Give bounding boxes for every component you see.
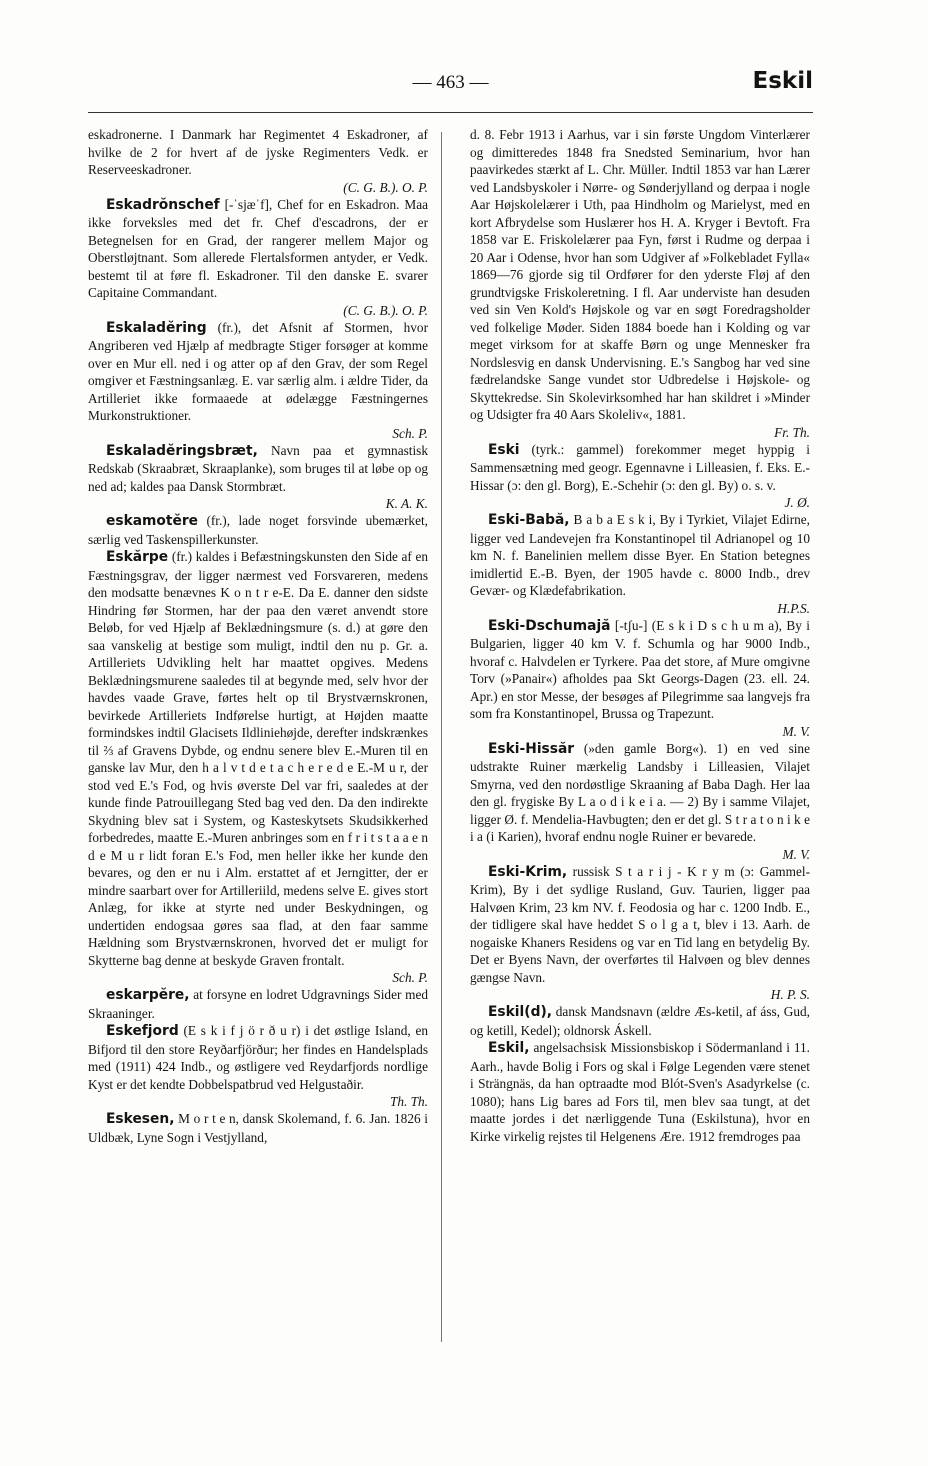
entry-paragraph: [88, 1110, 428, 1146]
dictionary-entry: [88, 196, 428, 319]
entry-headword: Eskefjord: [106, 1023, 179, 1039]
entry-paragraph: [470, 1039, 810, 1145]
entry-paragraph: [470, 617, 810, 723]
dictionary-entry: [88, 319, 428, 442]
entry-text: d. 8. Febr 1913 i Aarhus, var i sin første Ungdom Vinterlærer og dimitteredes 1848 fra Snedsted Seminarium, hvor han paavirkedes stærkt af L. Chr. Müller. Indtil 1853 var han Lærer ved Landsbyskoler i Nørre- og Sønderjylland og derpaa i nogle Aar Højskolelærer i Uth, paa Hindholm og Marielyst, med en kort Afbrydelse som Huslærer hos H. A. Kryger i Bevtoft. Fra 1858 var E. Friskolelærer paa Fyn, først i Rudme og derpaa i 20 Aar i Odense, hvor han som Udgiver af »Folkebladet Fylla« 1869—76 gjorde sig til Ordfører for den yderste Fløj af den grundtvigske Friskoleretning. I fl. Aar underviste han desuden ved sin Ven Kold's Højskole og var en søgt Foredragsholder ved folkelige Møder. Siden 1884 boede han i Kolding og var meget virksom for at skaffe Børn og unge Mennesker fra Nordslesvig en dansk Undervisning. E.'s Sangbog har ved sine fædrelandske Sange vundet stor Udbredelse i Højskole- og Skyttekredse. Sin Skolevirksomhed har han skildret i »Minder og Udsigter fra 40 Aars Skoleliv«, 1881.: [470, 127, 810, 422]
entry-paragraph: [88, 512, 428, 548]
entry-paragraph: [88, 442, 428, 496]
entry-headword: Eski-Babă,: [488, 512, 570, 528]
entry-paragraph: [88, 986, 428, 1022]
header-rule: [88, 112, 813, 113]
entry-headword: Eski-Krim,: [488, 863, 568, 880]
dictionary-entry: [470, 740, 810, 863]
entry-text: (tyrk.: gammel) forekommer meget hyppig i Sammensætning med geogr. Egennavne i Lilleasien, f. Eks. E.-Hissar (ɔ: den gl. Borg), E.-Schehir (ɔ: den gl. By) o. s. v.: [470, 441, 810, 493]
dictionary-entry: [88, 986, 428, 1022]
entry-text: Navn paa et gymnastisk Redskab (Skraabræt, Skraaplanke), som bruges til at løbe op og ned ad; kaldes paa Dansk Stormbræt.: [88, 442, 428, 494]
entry-headword: Eski-Dschumajă: [488, 617, 611, 634]
entry-paragraph: [470, 1003, 810, 1039]
entry-text: (fr.) kaldes i Befæstningskunsten den Side af en Fæstningsgrav, der ligger nærmest ved Forsvareren, medens den modsatte benævnes K o n t r e-E. Da E. danner den sidste Hindring før Stormen, har der paa den været anvendt store Beløb, for ved Hjælp af Beklædningsmure (s. d.) at gøre den saa vanskelig at bestige som muligt, indtil den nu p. Gr. a. Artilleriets Udvikling helt har maattet opgives. Medens Beklædningsmurene saaledes til at begynde med, selv hvor der havdes vaade Grave, førtes helt op til Brystværnskronen, bevirkede Artilleriets Indførelse hurtigt, at Højden maatte formindskes indtil Glacisets Ildliniehøjde, derefter indskrænkes til ⅔ af Gravens Dybde, og endnu senere blev E.-Muren til en ganske lav Mur, den h a l v t d e t a c h e r e d e E.-M u r, der stod ved E.'s Fod, og hvis øverste Del var fri, saaledes at der kunde finde Patrouillegang Sted bag ved den. Da den indirekte Skydning blev sat i System, og Kasteskytsets Skudsikkerhed forbedredes, maatte E.-Muren anbringes som en f r i t s t a a e n d e M u r lidt foran E.'s Fod, men heller ikke her kunde den bevares, og den er nu i Alm. erstattet af et Jerngitter, der er mindre saarbart over for Artilleriild, medens selve E. gives stort Anlæg, for ikke at styrte ned under Beskydningen, og undertiden endogsaa gøres saa flad, at den faar samme Hældning som Brystværnskronen, hvorved det er muligt for Skytterne bag denne at beskyde Graven frontalt.: [88, 549, 429, 968]
dictionary-entry: [470, 126, 810, 441]
entry-headword: Eskil(d),: [488, 1004, 552, 1020]
dictionary-entry: [88, 548, 428, 986]
entry-headword: Eskesen,: [106, 1111, 175, 1127]
entry-signature: Sch. P.: [392, 425, 428, 441]
entry-headword: Eskaladĕring: [106, 319, 207, 336]
dictionary-entry: [88, 512, 428, 548]
entry-paragraph: [88, 319, 428, 425]
entry-signature: H. P. S.: [770, 987, 810, 1002]
entry-text: [-ˈsjæˈf], Chef for en Eskadron. Maa ikke forveksles med det fr. Chef d'escadrons, der er Betegnelsen for en Grad, der rangerer mellem Major og Oberstløjtnant. Som allerede Flertalsformen antyder, er Vedk. bestemt til at føre fl. Eskadroner. Til den danske E. svarer Capitaine Commandant.: [88, 196, 428, 300]
entry-text: (E s k i f j ö r ð u r) i det østlige Island, en Bifjord til den store Reyðarfjörður; her findes en Handelsplads med (1911) 424 Indb., og østligere ved Reydarfjords nordlige Kyst er det kendte Dobbelspatbrud ved Helgustaðir.: [88, 1023, 428, 1092]
dictionary-entry: [470, 441, 810, 512]
entry-signature: Sch. P.: [392, 970, 428, 985]
entry-text: eskadronerne. I Danmark har Regimentet 4 Eskadroner, af hvilke de 2 for hvert af de jyske Regimenters Vedk. er Reserveeskadroner.: [88, 127, 428, 177]
entry-text: M o r t e n, dansk Skolemand, f. 6. Jan. 1826 i Uldbæk, Lyne Sogn i Vestjylland,: [88, 1111, 428, 1145]
entry-signature: M. V.: [782, 846, 810, 862]
entry-paragraph: [470, 740, 810, 846]
entry-signature: J. Ø.: [784, 495, 810, 510]
entry-paragraph: [88, 126, 428, 179]
entry-text: russisk S t a r i j - K r y m (ɔ: Gammel-Krim), By i det sydlige Rusland, Guv. Taurien, ligger paa Halvøen Krim, 23 km NV. f. Feodosia og har c. 1200 Indb. E., der tidligere skal have heddet S o l g a t, blev i 13. Aarh. de nogaiske Khaners Residens og var en Tid lang en betydelig By. Det er Byens Navn, der overførtes til Halvøen og blev dennes gængse Navn.: [470, 863, 810, 985]
entry-signature: Fr. Th.: [774, 424, 810, 440]
entry-signature: K. A. K.: [385, 496, 428, 511]
entry-signature: (C. G. B.). O. P.: [343, 302, 428, 318]
entry-signature: M. V.: [782, 723, 810, 739]
entry-paragraph: [88, 1022, 428, 1093]
right-column: [470, 126, 810, 1145]
entry-text: (fr.), lade noget forsvinde ubemærket, særlig ved Taskenspillerkunster.: [88, 513, 428, 547]
dictionary-entry: [470, 863, 810, 1004]
entry-paragraph: [470, 126, 810, 424]
entry-headword: Eskadrŏnschef: [106, 196, 220, 213]
dictionary-entry: [470, 617, 810, 740]
dictionary-entry: [88, 442, 428, 513]
left-column: [88, 126, 428, 1146]
entry-signature: Th. Th.: [389, 1094, 428, 1109]
entry-signature: (C. G. B.). O. P.: [343, 179, 428, 195]
entry-headword: Eskil,: [488, 1040, 530, 1056]
entry-paragraph: [470, 441, 810, 495]
entry-text: angelsachsisk Missionsbiskop i Södermanland i 11. Aarh., havde Bolig i Fors og skal i Følge Legenden være stenet i Strängnäs, da han optraadte mod Blót-Sven's Asadyrkelse (c. 1080); hans Lig bares ad Fors til, men blev saa tungt, at det maatte jordes i det nærliggende Tuna (Eskilstuna), hvor en Kirke virkelig rejstes til Helgenens Ære. 1912 fremdroges paa: [470, 1040, 811, 1144]
entry-headword: Eski: [488, 441, 520, 458]
dictionary-entry: [88, 126, 428, 196]
entry-headword: Eskărpe: [106, 549, 169, 565]
entry-headword: eskarpĕre,: [106, 987, 190, 1003]
entry-text: [-tʃu-] (E s k i D s c h u m a), By i Bulgarien, ligger 40 km V. f. Schumla og har 9000 Indb., hvoraf c. Halvdelen er Tyrkere. Paa det store, af Mure omgivne Torv (»Panair«) afholdes paa Skt Georgs-Dagen (23. ell. 24. Apr.) en stor Messe, der besøges af Pilegrimme saa langvejs fra som fra Konstantinopel, Brussa og Trapezunt.: [470, 617, 811, 721]
entry-headword: Eski-Hissăr: [488, 740, 575, 757]
entry-headword: Eskaladĕringsbræt,: [106, 442, 258, 459]
entry-text: dansk Mandsnavn (ældre Æs-ketil, af áss, Gud, og ketill, Kedel); oldnorsk Áskell.: [470, 1004, 810, 1038]
dictionary-entry: [88, 1110, 428, 1146]
entry-headword: eskamotĕre: [106, 513, 199, 529]
entry-text: B a b a E s k i, By i Tyrkiet, Vilajet Edirne, ligger ved Landevejen fra Konstantinopel til Adrianopel og 10 km N. f. Banelinien mellem disse Byer. En Station betegnes imidlertid E.-B. Byen, der 1905 havde c. 8000 Indb., drev Gevær- og Klædefabrikation.: [470, 512, 810, 598]
entry-text: at forsyne en lodret Udgravnings Sider med Skraaninger.: [88, 987, 428, 1021]
entry-paragraph: [470, 863, 810, 987]
entry-paragraph: [470, 511, 810, 600]
entry-paragraph: [88, 548, 428, 969]
dictionary-entry: [88, 1022, 428, 1110]
page-number: — 463 —: [412, 72, 489, 93]
dictionary-entry: [470, 1039, 810, 1145]
dictionary-entry: [470, 1003, 810, 1039]
running-head: Eskil: [752, 68, 813, 94]
entry-paragraph: [88, 196, 428, 302]
entry-text: (fr.), det Afsnit af Stormen, hvor Angriberen ved Hjælp af medbragte Stiger forsøger at komme over en Mur ell. ned i og atter op af den Grav, der som Regel omgiver et Fæstningsanlæg. E. var særlig alm. i ældre Tider, da Artilleriet ikke formaaede at ødelægge Fæstningernes Murkonstruktioner.: [88, 319, 428, 423]
entry-signature: H.P.S.: [777, 600, 810, 616]
column-divider: [441, 132, 442, 1342]
dictionary-entry: [470, 511, 810, 617]
page-header: [88, 66, 813, 100]
entry-text: (»den gamle Borg«). 1) en ved sine udstrakte Ruiner mærkelig Landsby i Lilleasien, Vilajet Smyrna, ved den nordøstlige Skraaning af Baba Dagh. Her laa den gl. frygiske By L a o d i k e i a. — 2) By i samme Vilajet, ligger Ø. f. Mendelia-Havbugten; den er det gl. S t r a t o n i k e i a (i Karien), hvoraf endnu nogle Ruiner er bevarede.: [470, 740, 810, 844]
